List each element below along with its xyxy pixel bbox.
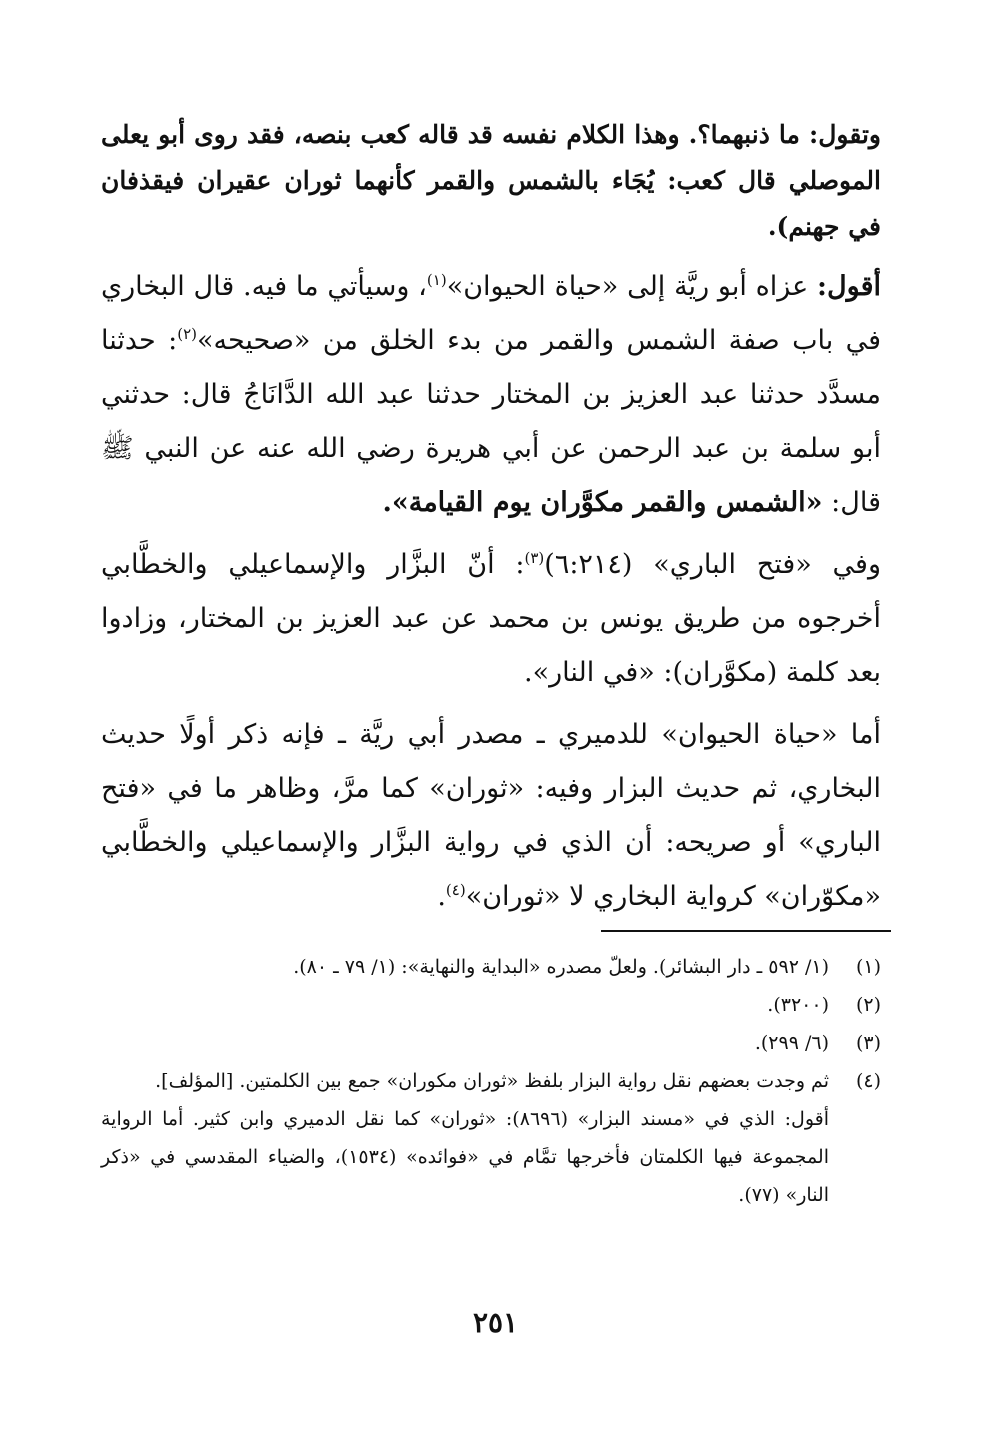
paragraph-text: : حدثنا مسدَّد حدثنا عبد العزيز بن المختار حدثنا عبد الله الدَّانَاجُ قال: حدثني أبو سلمة بن عبد الرحمن عن أبي هريرة رضي الله عنه عن النبي ﷺ قال: — [101, 325, 881, 518]
paragraph-text: : أنّ البزَّار والإسماعيلي والخطَّابي أخرجوه من طريق يونس بن محمد عن عبد العزيز بن المختار، وزادوا بعد كلمة (مكوَّران): «في النار». — [101, 549, 881, 688]
footnote-2 — [101, 986, 881, 1024]
aqul-label: أقول: — [817, 271, 881, 302]
footnote-text: (١/ ٥٩٢ ـ دار البشائر). ولعلّ مصدره «البداية والنهاية»: (١/ ٧٩ ـ ٨٠). — [293, 956, 829, 978]
footnote-ref[interactable]: (٣) — [524, 549, 545, 567]
footnote-text: (٣٢٠٠). — [767, 994, 829, 1016]
paragraph-text: . — [437, 881, 446, 912]
footnote-4-continuation — [101, 1100, 881, 1214]
footnote-number: (١) — [855, 956, 881, 978]
footnote-number: (٢) — [855, 994, 881, 1016]
footnote-1 — [101, 948, 881, 986]
footnotes — [101, 948, 881, 1214]
footnote-text: (٦/ ٢٩٩). — [754, 1032, 829, 1054]
footnote-number: (٤) — [855, 1070, 881, 1092]
footnote-3 — [101, 1024, 881, 1062]
footnote-text: أقول: الذي في «مسند البزار» (٨٦٩٦): «ثوران» كما نقل الدميري وابن كثير. أما الرواية المجموعة فيها الكلمتان فأخرجها تمَّام في «فوائده» (١٥٣٤)، والضياء المقدسي في «ذكر النار» (٧٧). — [101, 1108, 829, 1206]
hadith-quote: «الشمس والقمر مكوَّران يوم القيامة». — [382, 487, 823, 518]
footnote-text: ثم وجدت بعضهم نقل رواية البزار بلفظ «ثوران مكوران» جمع بين الكلمتين. [المؤلف]. — [155, 1070, 829, 1092]
footnote-number: (٣) — [855, 1032, 881, 1054]
opening-quote-paragraph: وتقول: ما ذنبهما؟. وهذا الكلام نفسه قد قاله كعب بنصه، فقد روى أبو يعلى الموصلي قال كعب: يُجَاء بالشمس والقمر كأنهما ثوران عقيران فيقذفان في جهنم). — [101, 120, 881, 241]
paragraph-fath-albari — [101, 538, 881, 700]
footnote-4 — [101, 1062, 881, 1100]
paragraph-text: أما «حياة الحيوان» للدميري ـ مصدر أبي ريَّة ـ فإنه ذكر أولًا حديث البخاري، ثم حديث البزار وفيه: «ثوران» كما مرَّ، وظاهر ما في «فتح الباري» أو صريحه: أن الذي في رواية البزَّار والإسماعيلي والخطَّابي «مكوّران» كرواية البخاري لا «ثوران» — [101, 719, 881, 912]
paragraph-text: ، وسيأتي ما فيه. قال البخاري في باب صفة الشمس والقمر من بدء الخلق من «صحيحه» — [101, 271, 881, 356]
footnote-ref[interactable]: (٢) — [177, 325, 197, 343]
paragraph-hayat-alhayawan — [101, 708, 881, 924]
paragraph-aqul — [101, 260, 881, 530]
main-text — [101, 112, 881, 932]
footnote-ref[interactable]: (١) — [426, 271, 447, 289]
footnote-ref[interactable]: (٤) — [445, 881, 466, 899]
footnote-separator — [601, 930, 891, 932]
page-number: ٢٥١ — [472, 1306, 519, 1339]
paragraph-text: وفي «فتح الباري» (٦:٢١٤) — [544, 549, 881, 580]
paragraph-text: عزاه أبو ريَّة إلى «حياة الحيوان» — [446, 271, 818, 302]
